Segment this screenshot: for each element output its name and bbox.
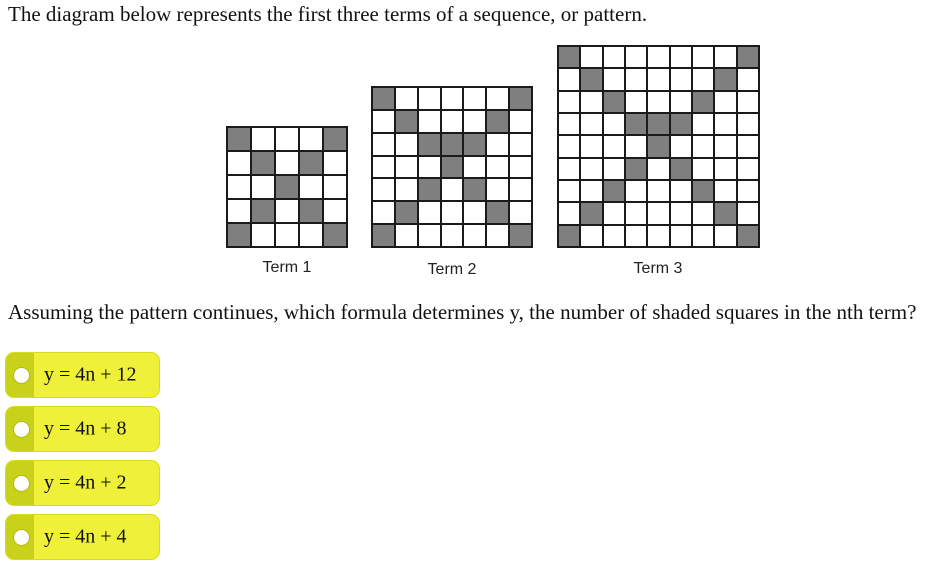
shaded-square [419, 134, 440, 155]
shaded-square [648, 136, 668, 156]
unshaded-square [626, 181, 646, 201]
unshaded-square [276, 128, 298, 150]
unshaded-square [671, 226, 691, 246]
shaded-square [559, 226, 579, 246]
unshaded-square [442, 225, 463, 246]
unshaded-square [510, 111, 531, 132]
unshaded-square [276, 152, 298, 174]
unshaded-square [324, 152, 346, 174]
shaded-square [693, 92, 713, 112]
unshaded-square [559, 203, 579, 223]
unshaded-square [581, 47, 601, 67]
unshaded-square [510, 179, 531, 200]
unshaded-square [715, 92, 735, 112]
unshaded-square [487, 134, 508, 155]
shaded-square [276, 176, 298, 198]
unshaded-square [626, 203, 646, 223]
unshaded-square [559, 69, 579, 89]
unshaded-square [648, 181, 668, 201]
unshaded-square [442, 202, 463, 223]
unshaded-square [419, 202, 440, 223]
unshaded-square [559, 92, 579, 112]
shaded-square [693, 181, 713, 201]
unshaded-square [252, 224, 274, 246]
shaded-square [300, 152, 322, 174]
choice-option-3[interactable] [5, 460, 160, 506]
unshaded-square [671, 69, 691, 89]
term-3-grid [557, 45, 760, 248]
unshaded-square [487, 225, 508, 246]
shaded-square [442, 157, 463, 178]
unshaded-square [693, 136, 713, 156]
unshaded-square [671, 181, 691, 201]
unshaded-square [715, 114, 735, 134]
unshaded-square [419, 88, 440, 109]
unshaded-square [300, 176, 322, 198]
unshaded-square [464, 111, 485, 132]
unshaded-square [373, 111, 394, 132]
choice-label: y = 4n + 8 [44, 417, 127, 440]
shaded-square [559, 47, 579, 67]
unshaded-square [738, 181, 758, 201]
unshaded-square [626, 136, 646, 156]
unshaded-square [671, 47, 691, 67]
unshaded-square [487, 157, 508, 178]
shaded-square [252, 152, 274, 174]
shaded-square [648, 114, 668, 134]
question-text: Assuming the pattern continues, which formula determines y, the number of shaded squares in the nth term? [8, 300, 917, 324]
shaded-square [738, 226, 758, 246]
shaded-square [373, 225, 394, 246]
unshaded-square [464, 157, 485, 178]
unshaded-square [738, 114, 758, 134]
unshaded-square [373, 179, 394, 200]
unshaded-square [324, 176, 346, 198]
unshaded-square [300, 224, 322, 246]
unshaded-square [581, 136, 601, 156]
unshaded-square [715, 181, 735, 201]
term-1-grid [226, 126, 348, 248]
unshaded-square [252, 176, 274, 198]
shaded-square [487, 111, 508, 132]
unshaded-square [581, 92, 601, 112]
shaded-square [252, 200, 274, 222]
unshaded-square [464, 225, 485, 246]
shaded-square [604, 92, 624, 112]
shaded-square [396, 202, 417, 223]
unshaded-square [373, 134, 394, 155]
unshaded-square [648, 159, 668, 179]
unshaded-square [626, 47, 646, 67]
unshaded-square [276, 200, 298, 222]
choice-option-2[interactable] [5, 406, 160, 452]
shaded-square [626, 114, 646, 134]
radio-button-icon[interactable] [13, 529, 30, 546]
choice-option-4[interactable] [5, 514, 160, 560]
shaded-square [715, 69, 735, 89]
unshaded-square [604, 114, 624, 134]
unshaded-square [396, 88, 417, 109]
unshaded-square [693, 203, 713, 223]
prompt-text: The diagram below represents the first three terms of a sequence, or pattern. [8, 2, 648, 26]
answer-choices [5, 352, 160, 568]
unshaded-square [671, 136, 691, 156]
shaded-square [324, 128, 346, 150]
term-1-label: Term 1 [262, 259, 312, 276]
unshaded-square [581, 159, 601, 179]
unshaded-square [604, 203, 624, 223]
unshaded-square [648, 203, 668, 223]
unshaded-square [581, 114, 601, 134]
unshaded-square [738, 159, 758, 179]
unshaded-square [604, 136, 624, 156]
shaded-square [228, 128, 250, 150]
unshaded-square [228, 152, 250, 174]
unshaded-square [442, 111, 463, 132]
radio-button-icon[interactable] [13, 367, 30, 384]
unshaded-square [671, 92, 691, 112]
unshaded-square [693, 159, 713, 179]
unshaded-square [626, 92, 646, 112]
unshaded-square [324, 200, 346, 222]
unshaded-square [419, 111, 440, 132]
unshaded-square [487, 179, 508, 200]
unshaded-square [442, 179, 463, 200]
shaded-square [604, 181, 624, 201]
unshaded-square [559, 114, 579, 134]
choice-label: y = 4n + 4 [44, 525, 127, 548]
unshaded-square [510, 157, 531, 178]
choice-option-1[interactable] [5, 352, 160, 398]
unshaded-square [559, 136, 579, 156]
unshaded-square [648, 69, 668, 89]
unshaded-square [715, 159, 735, 179]
unshaded-square [396, 134, 417, 155]
shaded-square [373, 88, 394, 109]
unshaded-square [419, 225, 440, 246]
unshaded-square [738, 92, 758, 112]
unshaded-square [715, 226, 735, 246]
unshaded-square [373, 157, 394, 178]
unshaded-square [693, 226, 713, 246]
unshaded-square [276, 224, 298, 246]
unshaded-square [442, 88, 463, 109]
shaded-square [671, 114, 691, 134]
term-2-grid [371, 86, 533, 248]
choice-label: y = 4n + 12 [44, 363, 137, 386]
unshaded-square [581, 181, 601, 201]
radio-button-icon[interactable] [13, 475, 30, 492]
shaded-square [581, 203, 601, 223]
unshaded-square [715, 136, 735, 156]
shaded-square [626, 159, 646, 179]
unshaded-square [693, 47, 713, 67]
unshaded-square [604, 226, 624, 246]
unshaded-square [487, 88, 508, 109]
choice-label: y = 4n + 2 [44, 471, 127, 494]
unshaded-square [252, 128, 274, 150]
term-2-label: Term 2 [427, 261, 477, 278]
unshaded-square [396, 179, 417, 200]
unshaded-square [464, 88, 485, 109]
unshaded-square [738, 203, 758, 223]
unshaded-square [648, 92, 668, 112]
unshaded-square [373, 202, 394, 223]
shaded-square [464, 179, 485, 200]
shaded-square [419, 179, 440, 200]
unshaded-square [604, 159, 624, 179]
unshaded-square [626, 226, 646, 246]
shaded-square [510, 88, 531, 109]
shaded-square [738, 47, 758, 67]
unshaded-square [228, 200, 250, 222]
shaded-square [487, 202, 508, 223]
unshaded-square [419, 157, 440, 178]
unshaded-square [228, 176, 250, 198]
unshaded-square [464, 202, 485, 223]
unshaded-square [604, 69, 624, 89]
shaded-square [396, 111, 417, 132]
unshaded-square [300, 128, 322, 150]
shaded-square [715, 203, 735, 223]
unshaded-square [738, 136, 758, 156]
unshaded-square [648, 47, 668, 67]
unshaded-square [671, 203, 691, 223]
shaded-square [300, 200, 322, 222]
unshaded-square [693, 114, 713, 134]
unshaded-square [510, 202, 531, 223]
shaded-square [581, 69, 601, 89]
shaded-square [671, 159, 691, 179]
shaded-square [228, 224, 250, 246]
unshaded-square [581, 226, 601, 246]
term-3-label: Term 3 [633, 260, 683, 277]
shaded-square [510, 225, 531, 246]
unshaded-square [693, 69, 713, 89]
unshaded-square [559, 159, 579, 179]
shaded-square [324, 224, 346, 246]
unshaded-square [396, 157, 417, 178]
unshaded-square [510, 134, 531, 155]
unshaded-square [715, 47, 735, 67]
unshaded-square [604, 47, 624, 67]
unshaded-square [559, 181, 579, 201]
unshaded-square [396, 225, 417, 246]
radio-button-icon[interactable] [13, 421, 30, 438]
unshaded-square [626, 69, 646, 89]
shaded-square [442, 134, 463, 155]
unshaded-square [738, 69, 758, 89]
unshaded-square [648, 226, 668, 246]
shaded-square [464, 134, 485, 155]
